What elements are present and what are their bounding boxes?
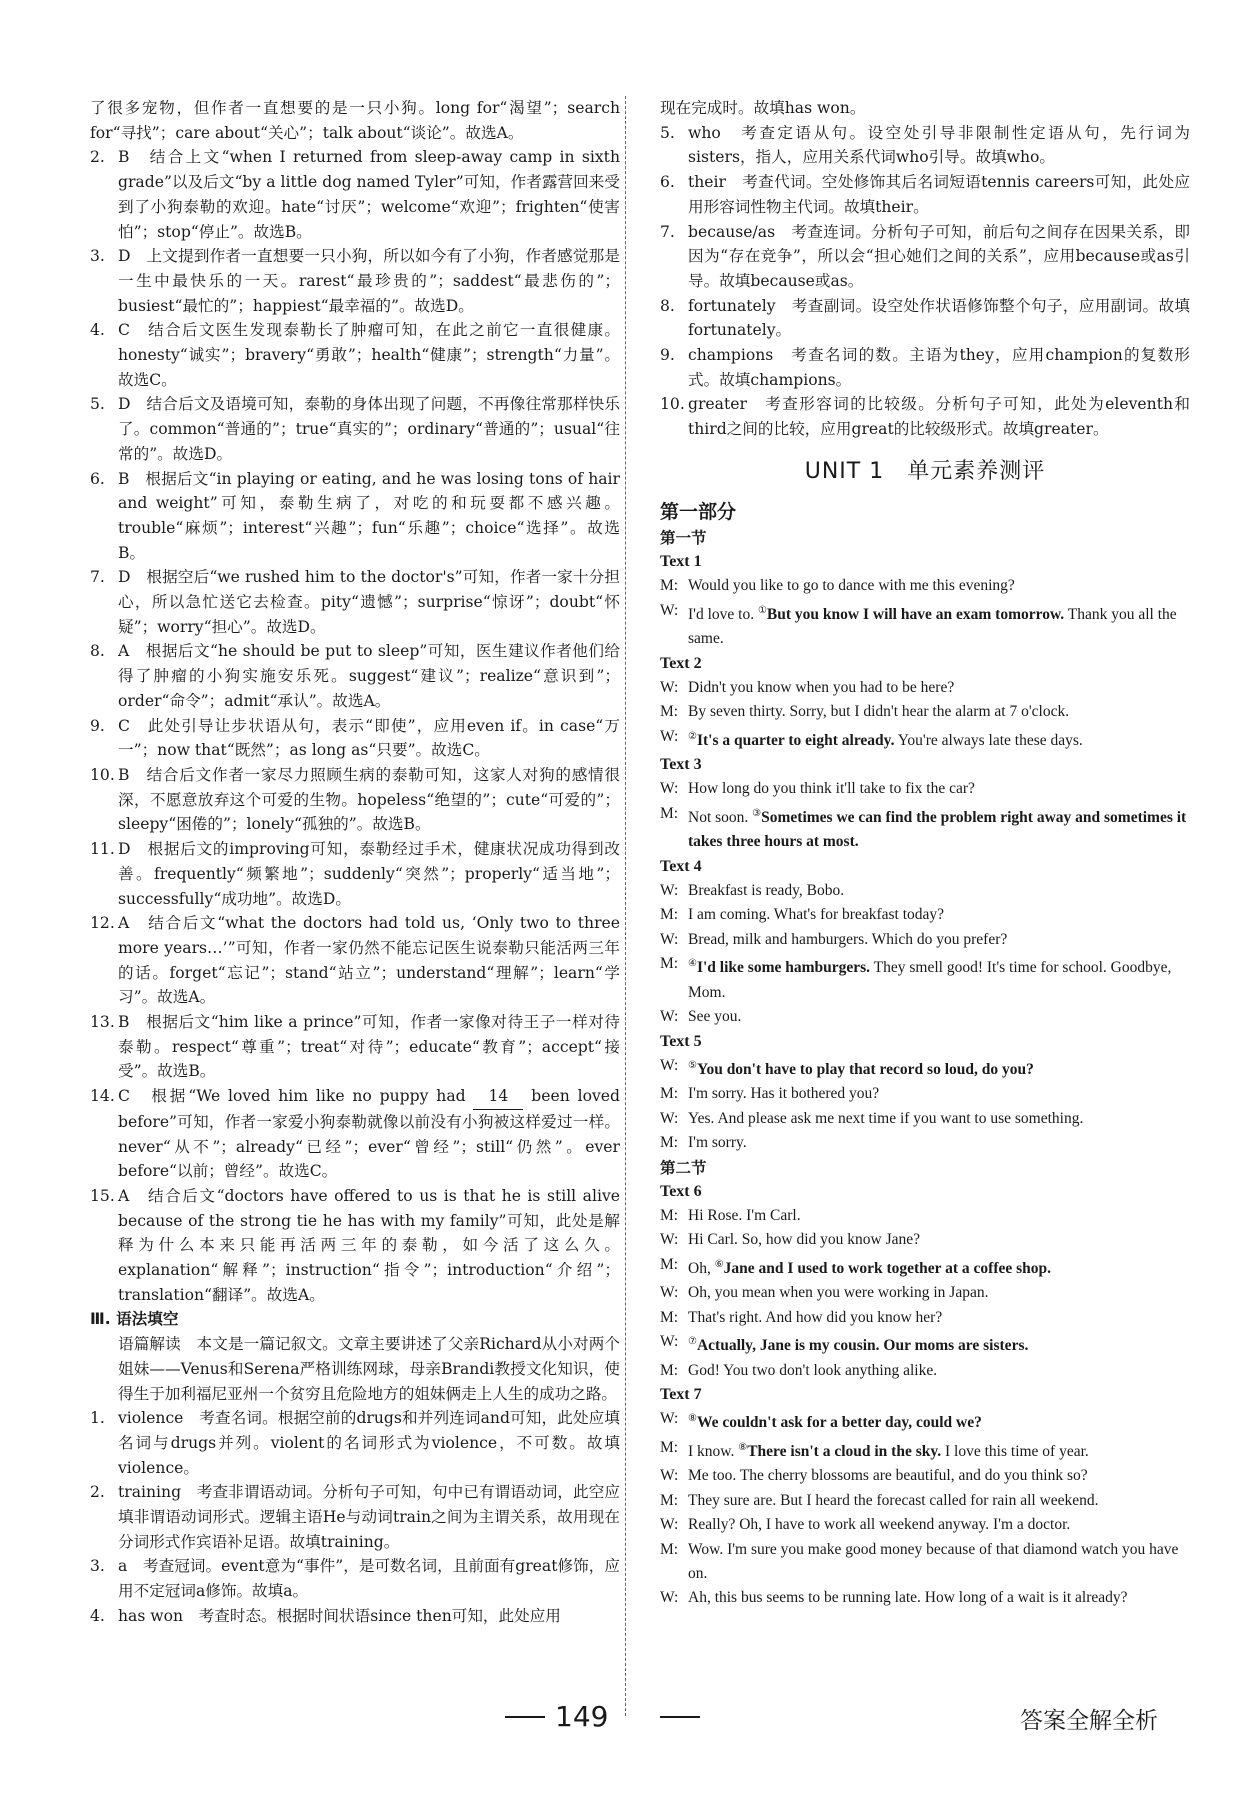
dialogue-line [660, 1538, 1190, 1587]
dialogue-line [660, 1204, 1190, 1228]
answer-item [90, 1010, 620, 1084]
line-text: Ah, this bus seems to be running late. How long of a wait is it already? [688, 1589, 1128, 1607]
dialogue-line [660, 1228, 1190, 1252]
line-text: How long do you think it'll take to fix the car? [688, 780, 975, 798]
dialogue-line [660, 1306, 1190, 1330]
dialogue-line [660, 1253, 1190, 1282]
item-number: 3. [90, 247, 105, 266]
line-text: Oh, you mean when you were working in Japan. [688, 1284, 989, 1302]
answer-lead-right: 现在完成时。故填has won。 [660, 99, 866, 117]
answer-list-b [90, 1184, 620, 1308]
grammar-answer-list [90, 1406, 620, 1628]
marker-number: ⑤ [688, 1059, 697, 1071]
item-text: has won 考查时态。根据时间状语since then可知，此处应用 [118, 1606, 561, 1625]
line-text-after: Thank you all the same. [688, 605, 1177, 648]
line-text: Wow. I'm sure you make good money because of that diamond watch you have on. [688, 1540, 1179, 1583]
key-sentence: We couldn't ask for a better day, could we? [696, 1414, 982, 1432]
line-text: I'm sorry. [688, 1134, 747, 1152]
item-number: 4. [90, 321, 105, 340]
item-text: B 根据后文“him like a prince”可知，作者一家像对待王子一样对待泰勒。respect“尊重”；treat“对待”；educate“教育”；accept“接受”。故选B。 [118, 1013, 620, 1081]
marker-number: ② [688, 730, 697, 742]
key-sentence: But you know I will have an exam tomorrow. [766, 605, 1065, 623]
item-text: C 结合后文医生发现泰勒长了肿瘤可知，在此之前它一直很健康。honesty“诚实”；bravery“勇敢”；health“健康”；strength“力量”。故选C。 [118, 321, 620, 389]
blank-14: 14 [473, 1084, 523, 1110]
item-text: D 上文提到作者一直想要一只小狗，所以如今有了小狗，作者感觉那是一生中最快乐的一天。rarest“最珍贵的”；saddest“最悲伤的”；busiest“最忙的”；happiest“最幸福的”。故选D。 [118, 247, 620, 315]
item-text: B 结合上文“when I returned from sleep-away camp in sixth grade”以及后文“by a little dog named Tyler”可知，作者露营回来受到了小狗泰勒的欢迎。hate“讨厌”；welcome“欢迎”；frighten“使害怕”；stop“停止”。故选B。 [118, 148, 620, 241]
item-text: A 结合后文“what the doctors had told us, ‘Only two to three more years…’”可知，作者一家仍然不能忘记医生说泰勒只能活两三年的话。forget“忘记”；stand“站立”；understand“理解”；learn“学习”。故选A。 [118, 914, 620, 1007]
dialogue-line [660, 1407, 1190, 1436]
dialogue-line [660, 599, 1190, 652]
speaker-label: W: [660, 1467, 679, 1485]
speaker-label: W: [660, 678, 679, 696]
section-heading: Ⅲ. 语法填空 [90, 1310, 179, 1329]
item-number: 6. [660, 173, 675, 192]
item-text: training 考查非谓语动词。分析句子可知，句中已有谓语动词，此空应填非谓语动词形式。逻辑主语He与动词train之间为主谓关系，故用现在分词形式作宾语补足语。故填training。 [118, 1483, 620, 1551]
key-sentence: It's a quarter to eight already. [696, 731, 895, 749]
answer-item [90, 145, 620, 244]
marker-number: ⑧ [738, 1441, 748, 1453]
speaker-label: M: [660, 1134, 679, 1152]
speaker-label: M: [660, 955, 679, 973]
item-number: 9. [90, 716, 105, 735]
item-number: 8. [660, 296, 675, 315]
item-number: 2. [90, 148, 105, 167]
item-text: greater 考查形容词的比较级。分析句子可知，此处为eleventh和third之间的比较，应用great的比较级形式。故填greater。 [688, 395, 1190, 439]
item-number: 14. [90, 1087, 115, 1106]
answer-item [90, 392, 620, 466]
line-text: Bread, milk and hamburgers. Which do you prefer? [688, 930, 1008, 948]
speaker-label: M: [660, 577, 679, 595]
speaker-label: M: [660, 1438, 679, 1456]
line-text: Really? Oh, I have to work all weekend anyway. I'm a doctor. [688, 1516, 1071, 1534]
answer-item [90, 639, 620, 713]
item-text: fortunately 考查副词。设空处作状语修饰整个句子，应用副词。故填fortunately。 [688, 296, 1190, 340]
speaker-label: W: [660, 881, 679, 899]
speaker-label: M: [660, 1308, 679, 1326]
speaker-label: W: [660, 1056, 679, 1074]
text-title: Text 6 [660, 1182, 702, 1200]
item-text: B 结合后文作者一家尽力照顾生病的泰勒可知，这家人对狗的感情很深，不愿意放弃这个可爱的生物。hopeless“绝望的”；cute“可爱的”；sleepy“困倦的”；lonely“孤独的”。故选B。 [118, 765, 620, 834]
item-number: 12. [90, 914, 115, 933]
item-number: 8. [90, 642, 105, 661]
answer-item-14 [90, 1084, 620, 1184]
line-text: Yes. And please ask me next time if you want to use something. [688, 1109, 1084, 1127]
line-text: Me too. The cherry blossoms are beautiful, and do you think so? [688, 1467, 1088, 1485]
speaker-label: W: [660, 780, 679, 798]
line-text: Breakfast is ready, Bobo. [688, 881, 845, 899]
speaker-label: W: [660, 601, 679, 619]
line-text: Hi Carl. So, how did you know Jane? [688, 1231, 921, 1249]
dialogue-line [660, 1330, 1190, 1359]
line-text: Would you like to go to dance with me this evening? [688, 577, 1015, 595]
item-text: B 根据后文“in playing or eating, and he was losing tons of hair and weight”可知，泰勒生病了，对吃的和玩耍都不感兴趣。trouble“麻烦”；interest“兴趣”；fun“乐趣”；choice“选择”。故选B。 [118, 469, 620, 562]
speaker-label: W: [660, 1516, 679, 1534]
speaker-label: M: [660, 1361, 679, 1379]
speaker-label: W: [660, 1109, 679, 1127]
line-text: Not soon. [688, 808, 753, 826]
footer-dash-left [505, 1716, 545, 1718]
dialogue-line [660, 1107, 1190, 1131]
speaker-label: M: [660, 1491, 679, 1509]
key-sentence: I'd like some hamburgers. [696, 959, 871, 977]
answer-item [660, 220, 1190, 294]
speaker-label: W: [660, 1284, 679, 1302]
speaker-label: W: [660, 1231, 679, 1249]
item-number: 15. [90, 1186, 115, 1205]
key-sentence: Actually, Jane is my cousin. Our moms are sisters. [696, 1337, 1029, 1355]
line-text: I know. [688, 1443, 739, 1461]
item-text: A 根据后文“he should be put to sleep”可知，医生建议作者他们给得了肿瘤的小狗实施安乐死。suggest“建议”；realize“意识到”；order“命令”；admit“承认”。故选A。 [118, 642, 620, 710]
item-number: 10. [90, 765, 115, 784]
marker-number: ③ [752, 807, 762, 819]
answer-item [660, 121, 1190, 170]
footer-title: 答案全解全析 [1020, 1708, 1158, 1734]
dialogue-line [660, 802, 1190, 855]
item-text: their 考查代词。空处修饰其后名词短语tennis careers可知，此处应用形容词性物主代词。故填their。 [688, 173, 1190, 216]
key-sentence: Sometimes we can find the problem right away and sometimes it takes three hours at most. [688, 808, 1187, 851]
item-text: because/as 考查连词。分析句子可知，前后句之间存在因果关系，即因为“存在竞争”，所以会“担心她们之间的关系”，应用because或as引导。故填because或as。 [688, 222, 1190, 290]
dialogue-line [660, 1281, 1190, 1305]
answer-item [90, 1604, 620, 1629]
transcript-list-1 [660, 550, 1190, 1156]
line-text-after: You're always late these days. [894, 731, 1083, 749]
item-number: 2. [90, 1483, 105, 1502]
item-text: D 根据后文的improving可知，泰勒经过手术，健康状况成功得到改善。frequently“频繁地”；suddenly“突然”；properly“适当地”；successfully“成功地”。故选D。 [118, 840, 620, 908]
speaker-label: M: [660, 703, 679, 721]
answer-item [90, 467, 620, 566]
answer-item [90, 911, 620, 1010]
item-number: 6. [90, 469, 105, 488]
dialogue-line [660, 1436, 1190, 1465]
line-text: Oh, [688, 1259, 715, 1277]
item-number: 5. [660, 123, 675, 142]
passage-analysis: 语篇解读 本文是一篇记叙文。文章主要讲述了父亲Richard从小对两个姐妹——Venus和Serena严格训练网球，母亲Brandi教授文化知识，使得生于加利福尼亚州一个贫穷且危险地方的姐妹俩走上人生的成功之路。 [118, 1335, 620, 1403]
answer-item [90, 837, 620, 911]
line-text: By seven thirty. Sorry, but I didn't hear the alarm at 7 o'clock. [688, 703, 1070, 721]
speaker-label: W: [660, 1008, 679, 1026]
dialogue-line [660, 700, 1190, 724]
dialogue-line [660, 725, 1190, 754]
marker-number: ① [757, 604, 767, 616]
item-number: 5. [90, 395, 105, 414]
item-number: 1. [90, 1409, 105, 1428]
item-text: C 此处引导让步状语从句，表示“即使”，应用even if。in case“万一”；now that“既然”；as long as“只要”。故选C。 [118, 716, 620, 760]
marker-number: ⑧ [688, 1413, 697, 1425]
text-title: Text 5 [660, 1032, 702, 1050]
answer-item [90, 1554, 620, 1603]
answer-item [90, 244, 620, 318]
key-sentence: There isn't a cloud in the sky. [747, 1443, 942, 1461]
dialogue-line [660, 903, 1190, 927]
item-number: 13. [90, 1013, 115, 1032]
transcript-list-2 [660, 1180, 1190, 1611]
answer-item [90, 1406, 620, 1480]
section-heading-1: 第一节 [660, 528, 707, 547]
item-text: D 结合后文及语境可知，泰勒的身体出现了问题，不再像往常那样快乐了。common“普通的”；true“真实的”；ordinary“普通的”；usual“往常的”。故选D。 [118, 395, 620, 463]
text-title: Text 1 [660, 553, 702, 571]
speaker-label: W: [660, 1333, 679, 1351]
item-number: 11. [90, 840, 115, 859]
line-text: Hi Rose. I'm Carl. [688, 1206, 801, 1224]
answer-item [90, 714, 620, 763]
line-text: I am coming. What's for breakfast today? [688, 906, 945, 924]
marker-number: ⑦ [688, 1336, 697, 1348]
left-column [90, 96, 620, 1629]
item-number: 7. [90, 568, 105, 587]
answer-item [660, 343, 1190, 392]
line-text: I'd love to. [688, 605, 758, 623]
answer-lead: 了很多宠物，但作者一直想要的是一只小狗。long for“渴望”；search for“寻找”；care about“关心”；talk about“谈论”。故选A。 [90, 99, 620, 142]
text-title: Text 3 [660, 756, 702, 774]
item-number: 4. [90, 1606, 105, 1625]
part-heading: 第一部分 [660, 500, 737, 523]
item-text: champions 考查名词的数。主语为they，应用champion的复数形式。故填champions。 [688, 346, 1190, 389]
answer-item [660, 170, 1190, 219]
dialogue-line [660, 1082, 1190, 1106]
item-number: 3. [90, 1557, 105, 1576]
dialogue-line [660, 952, 1190, 1005]
dialogue-line [660, 676, 1190, 700]
speaker-label: M: [660, 804, 679, 822]
dialogue-line [660, 777, 1190, 801]
item-text: D 根据空后“we rushed him to the doctor's”可知，作者一家十分担心，所以急忙送它去检查。pity“遗憾”；surprise“惊讶”；doubt“怀疑”；worry“担心”。故选D。 [118, 568, 620, 636]
line-text: Didn't you know when you had to be here? [688, 678, 955, 696]
unit-title: UNIT 1 单元素养测评 [804, 458, 1046, 484]
dialogue-line [660, 1359, 1190, 1383]
key-sentence: You don't have to play that record so loud, do you? [696, 1060, 1034, 1078]
footer-dash-right [660, 1716, 700, 1718]
dialogue-line [660, 879, 1190, 903]
answer-item [90, 565, 620, 639]
text-title: Text 4 [660, 857, 702, 875]
answer-list-right [660, 121, 1190, 442]
answer-item [90, 1480, 620, 1554]
speaker-label: W: [660, 930, 679, 948]
line-text: See you. [688, 1008, 742, 1026]
answer-item [90, 318, 620, 392]
marker-number: ⑥ [714, 1258, 724, 1270]
speaker-label: M: [660, 1255, 679, 1273]
marker-number: ④ [688, 958, 697, 970]
text-title: Text 2 [660, 654, 702, 672]
dialogue-line [660, 1464, 1190, 1488]
dialogue-line [660, 1131, 1190, 1155]
dialogue-line [660, 1513, 1190, 1537]
item-number: 7. [660, 222, 675, 241]
speaker-label: M: [660, 1206, 679, 1224]
speaker-label: M: [660, 1085, 679, 1103]
item-text: who 考查定语从句。设空处引导非限制性定语从句，先行词为sisters，指人，应用关系代词who引导。故填who。 [688, 123, 1190, 167]
dialogue-line [660, 928, 1190, 952]
speaker-label: W: [660, 1410, 679, 1428]
line-text-after: They smell good! It's time for school. Goodbye, Mom. [688, 959, 1172, 1001]
item-text: violence 考查名词。根据空前的drugs和并列连词and可知，此处应填名词与drugs并列。violent的名词形式为violence，不可数。故填violence。 [118, 1409, 620, 1477]
answer-item [90, 763, 620, 837]
line-text: That's right. And how did you know her? [688, 1308, 943, 1326]
page-number: 149 [555, 1700, 609, 1733]
dialogue-line [660, 574, 1190, 598]
answer-list [90, 145, 620, 1084]
speaker-label: W: [660, 727, 679, 745]
line-text: I'm sorry. Has it bothered you? [688, 1085, 880, 1103]
speaker-label: M: [660, 1540, 679, 1558]
section-heading-2: 第二节 [660, 1158, 707, 1177]
line-text: They sure are. But I heard the forecast called for rain all weekend. [688, 1491, 1099, 1509]
item-number: 9. [660, 346, 675, 365]
item-text: C 根据“We loved him like no puppy had [118, 1087, 474, 1106]
dialogue-line [660, 1005, 1190, 1029]
item-number: 10. [660, 395, 685, 414]
dialogue-line [660, 1489, 1190, 1513]
column-divider [625, 96, 626, 1716]
answer-item [660, 392, 1190, 441]
text-title: Text 7 [660, 1386, 702, 1404]
answer-item [660, 294, 1190, 343]
speaker-label: M: [660, 906, 679, 924]
answer-item [90, 1184, 620, 1308]
speaker-label: W: [660, 1589, 679, 1607]
right-column [660, 96, 1190, 1611]
dialogue-line [660, 1586, 1190, 1610]
line-text-after: I love this time of year. [941, 1443, 1089, 1461]
item-text: a 考查冠词。event意为“事件”，是可数名词，且前面有great修饰，应用不定冠词a修饰。故填a。 [118, 1557, 620, 1601]
line-text: God! You two don't look anything alike. [688, 1361, 938, 1379]
dialogue-line [660, 1054, 1190, 1083]
item-text: A 结合后文“doctors have offered to us is that he is still alive because of the strong tie he has with my family”可知，此处是解释为什么本来只能再活两三年的泰勒，如今活了这么久。explanation“解释”；instruction“指令”；introduction“介绍”；translation“翻译”。故选A。 [118, 1186, 620, 1304]
item-text-cont: been loved before”可知，作者一家爱小狗泰勒就像以前没有小狗被这样爱过一样。never“从不”；already“已经”；ever“曾经”；still“仍然”。ever before“以前；曾经”。故选C。 [118, 1087, 620, 1181]
key-sentence: Jane and I used to work together at a coffee shop. [723, 1259, 1052, 1277]
